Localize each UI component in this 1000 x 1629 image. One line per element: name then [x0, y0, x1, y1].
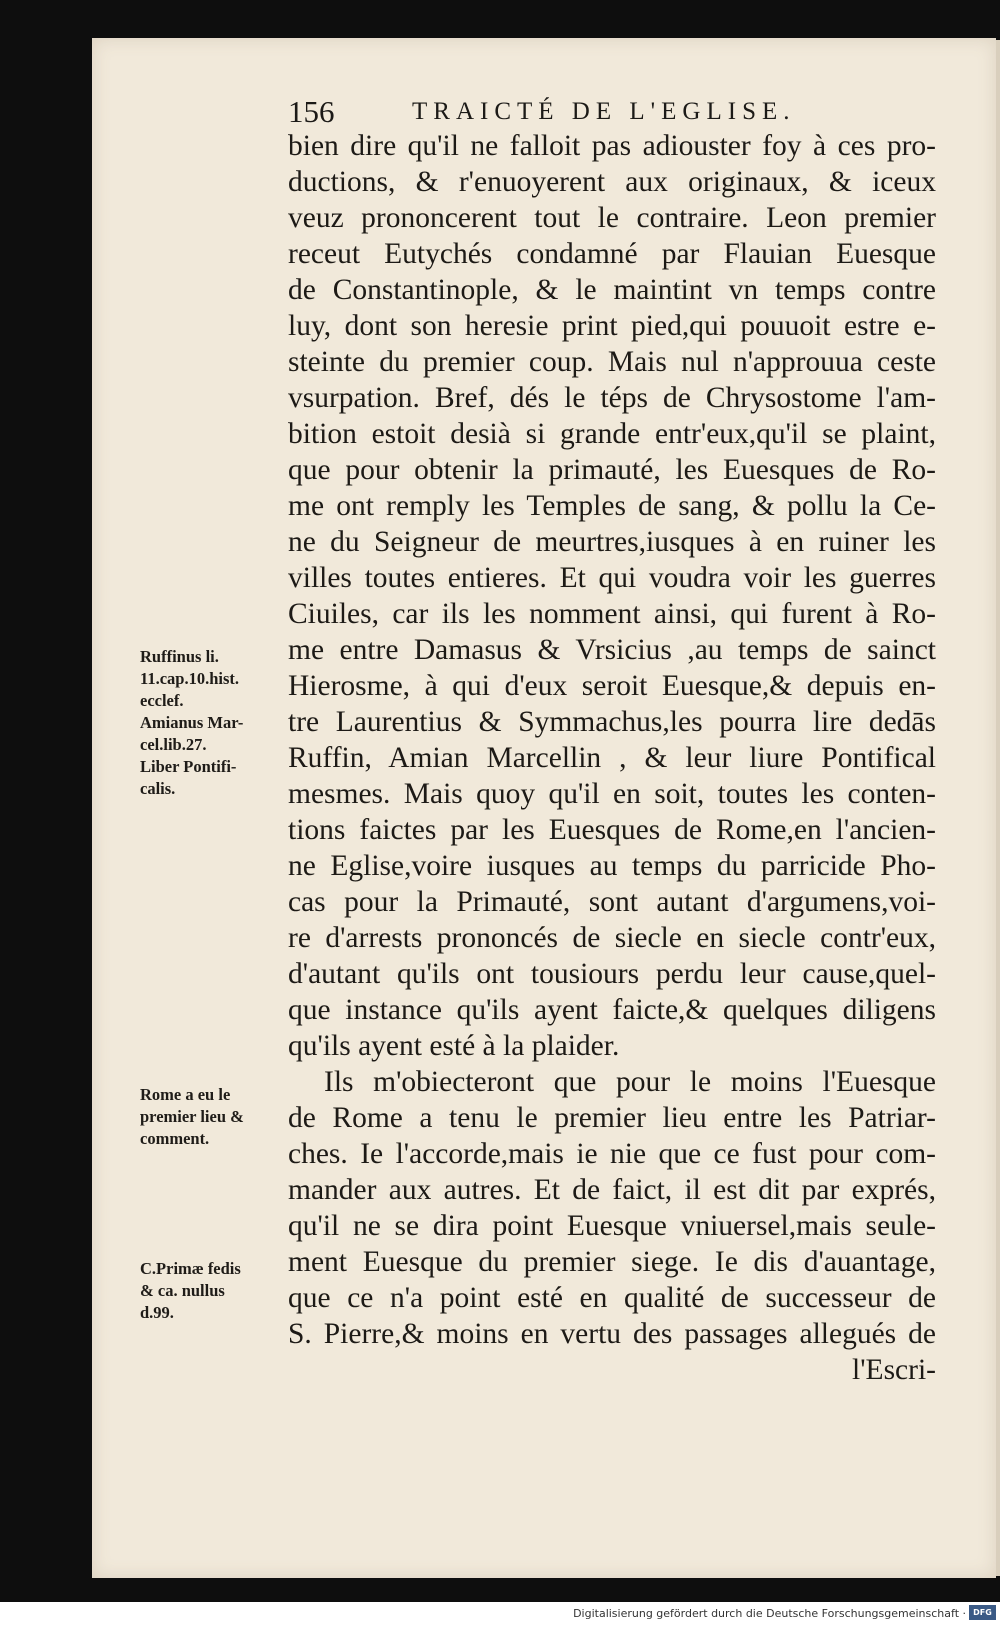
margin-note-line: Ruffinus li. — [140, 647, 219, 666]
page-edge — [996, 40, 1000, 1576]
margin-note-line: ecclef. — [140, 691, 184, 710]
text-line: steinte du premier coup. Mais nul n'approuua ceste — [288, 346, 936, 378]
text-line: luy, dont son heresie print pied,qui pouuoit estre e- — [288, 310, 936, 342]
margin-note-line: Amianus Mar- — [140, 713, 244, 732]
margin-note-line: calis. — [140, 779, 176, 798]
text-line: S. Pierre,& moins en vertu des passages allegués de — [288, 1318, 936, 1350]
text-line: vsurpation. Bref, dés le téps de Chrysostome l'am- — [288, 382, 936, 414]
body-text — [288, 128, 936, 1388]
text-line: ne Eglise,voire iusques au temps du parricide Pho- — [288, 850, 936, 882]
running-title: TRAICTÉ DE L'EGLISE. — [412, 98, 796, 125]
text-line: Hierosme, à qui d'eux seroit Euesque,& depuis en- — [288, 670, 936, 702]
page-header — [288, 94, 948, 128]
text-line: tions faictes par les Euesques de Rome,en l'ancien- — [288, 814, 936, 846]
margin-note-line: 11.cap.10.hist. — [140, 669, 240, 688]
text-line: d'autant qu'ils ont tousiours perdu leur cause,quel- — [288, 958, 936, 990]
text-line: bien dire qu'il ne falloit pas adiouster foy à ces pro- — [288, 130, 936, 162]
margin-note-line: Rome a eu le — [140, 1085, 231, 1104]
digitization-footer — [0, 1602, 1000, 1629]
dfg-logo: DFG — [969, 1605, 996, 1620]
text-line: ductions, & r'enuoyerent aux originaux, & iceux — [288, 166, 936, 198]
text-line: mander aux autres. Et de faict, il est dit par exprés, — [288, 1174, 936, 1206]
text-line: Ruffin, Amian Marcellin , & leur liure Pontifical — [288, 742, 936, 774]
text-line: ches. Ie l'accorde,mais ie nie que ce fust pour com- — [288, 1138, 936, 1170]
text-line: bition estoit desià si grande entr'eux,qu'il se plaint, — [288, 418, 936, 450]
margin-note-line: d.99. — [140, 1303, 174, 1322]
text-line: qu'ils ayent esté à la plaider. — [288, 1030, 620, 1062]
text-line: Ciuiles, car ils les nomment ainsi, qui furent à Ro- — [288, 598, 936, 630]
margin-note-line: premier lieu & — [140, 1107, 244, 1126]
text-line: me ont remply les Temples de sang, & pollu la Ce- — [288, 490, 936, 522]
text-line: villes toutes entieres. Et qui voudra voir les guerres — [288, 562, 936, 594]
margin-note-line: cel.lib.27. — [140, 735, 207, 754]
text-line: tre Laurentius & Symmachus,les pourra lire dedās — [288, 706, 936, 738]
margin-note-rome — [140, 1084, 282, 1150]
text-line: cas pour la Primauté, sont autant d'argumens,voi- — [288, 886, 936, 918]
page-number: 156 — [288, 94, 335, 129]
footer-credit: Digitalisierung gefördert durch die Deutsche Forschungsgemeinschaft · — [573, 1607, 966, 1620]
text-line: de Rome a tenu le premier lieu entre les Patriar- — [288, 1102, 936, 1134]
margin-note-line: comment. — [140, 1129, 210, 1148]
margin-note-sources — [140, 646, 282, 800]
margin-note-canon — [140, 1258, 282, 1324]
text-line: Ils m'obiecteront que pour le moins l'Euesque — [324, 1066, 936, 1098]
catchword: l'Escri- — [852, 1354, 936, 1386]
margin-note-line: Liber Pontifi- — [140, 757, 237, 776]
margin-note-line: C.Primæ fedis — [140, 1259, 241, 1278]
text-line: veuz prononcerent tout le contraire. Leon premier — [288, 202, 936, 234]
text-line: ment Euesque du premier siege. Ie dis d'auantage, — [288, 1246, 936, 1278]
text-line: me entre Damasus & Vrsicius ,au temps de sainct — [288, 634, 936, 666]
text-line: receut Eutychés condamné par Flauian Euesque — [288, 238, 936, 270]
text-line: mesmes. Mais quoy qu'il en soit, toutes les conten- — [288, 778, 936, 810]
text-line: que pour obtenir la primauté, les Euesques de Ro- — [288, 454, 936, 486]
text-line: que ce n'a point esté en qualité de successeur de — [288, 1282, 936, 1314]
margin-note-line: & ca. nullus — [140, 1281, 225, 1300]
text-line: ne du Seigneur de meurtres,iusques à en ruiner les — [288, 526, 936, 558]
text-line: de Constantinople, & le maintint vn temps contre — [288, 274, 936, 306]
text-line: que instance qu'ils ayent faicte,& quelques diligens — [288, 994, 936, 1026]
text-line: qu'il ne se dira point Euesque vniuersel,mais seule- — [288, 1210, 936, 1242]
text-line: re d'arrests prononcés de siecle en siecle contr'eux, — [288, 922, 936, 954]
